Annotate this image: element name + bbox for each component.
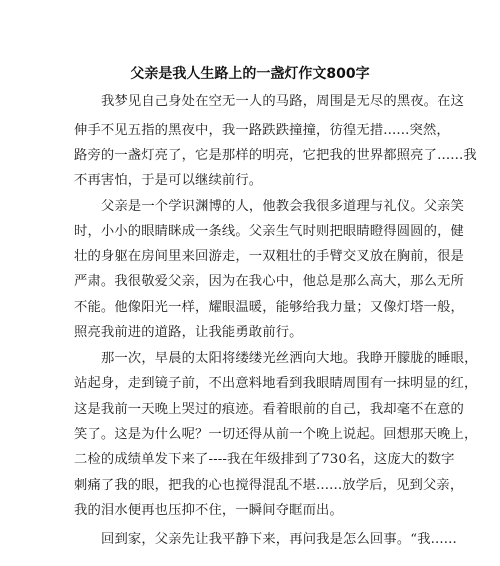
- paragraph-3-line-2: 站起身，走到镜子前，不出意料地看到我眼睛周围有一抹明显的红，: [74, 376, 478, 391]
- paragraph-3-line-4: 笑了。这是为什么呢？一切还得从前一个晚上说起。回想那天晚上，: [74, 427, 478, 442]
- paragraph-1-line-1: 我梦见自己身处在空无一人的马路，周围是无尽的黑夜。在这: [101, 94, 465, 109]
- document-title: 父亲是我人生路上的一盏灯作文800字: [130, 66, 370, 82]
- paragraph-1-line-3: 路旁的一盏灯亮了，它是那样的明亮，它把我的世界都照亮了......我: [74, 148, 477, 163]
- paragraph-3-line-3: 这是我前一天晚上哭过的痕迹。看着眼前的自己，我却毫不在意的: [74, 402, 464, 417]
- paragraph-1-line-4: 不再害怕，于是可以继续前行。: [74, 173, 263, 188]
- paragraph-2-line-5: 不能。他像阳光一样，耀眼温暖，能够给我力量；又像灯塔一般，: [74, 300, 464, 315]
- paragraph-3-line-1: 那一次，早晨的太阳将缕缕光丝洒向大地。我睁开朦胧的睡眼，: [101, 351, 478, 366]
- paragraph-2-line-3: 壮的身躯在房间里来回游走，一双粗壮的手臂交叉放在胸前，很是: [74, 249, 464, 264]
- paragraph-2-line-4: 严肃。我很敬爱父亲，因为在我心中，他总是那么高大，那么无所: [74, 274, 464, 289]
- paragraph-3-line-6: 刺痛了我的眼，把我的心也搅得混乱不堪......放学后，见到父亲，: [74, 478, 464, 493]
- paragraph-2-line-6: 照亮我前进的道路，让我能勇敢前行。: [74, 325, 303, 340]
- paragraph-3-line-5: 二检的成绩单发下来了----我在年级排到了730名，这庞大的数字: [74, 452, 455, 467]
- paragraph-2-line-1: 父亲是一个学识渊博的人，他教会我很多道理与礼仪。父亲笑: [101, 199, 465, 214]
- paragraph-3-line-7: 我的泪水便再也压抑不住，一瞬间夺眶而出。: [74, 503, 343, 518]
- paragraph-4-line-1: 回到家，父亲先让我平静下来，再问我是怎么回事。“我......: [101, 532, 457, 547]
- paragraph-2-line-2: 时，小小的眼睛眯成一条线。父亲生气时则把眼睛瞪得圆圆的，健: [74, 224, 464, 239]
- paragraph-1-line-2: 伸手不见五指的黑夜中，我一路跌跌撞撞，彷徨无措......突然，: [74, 123, 450, 138]
